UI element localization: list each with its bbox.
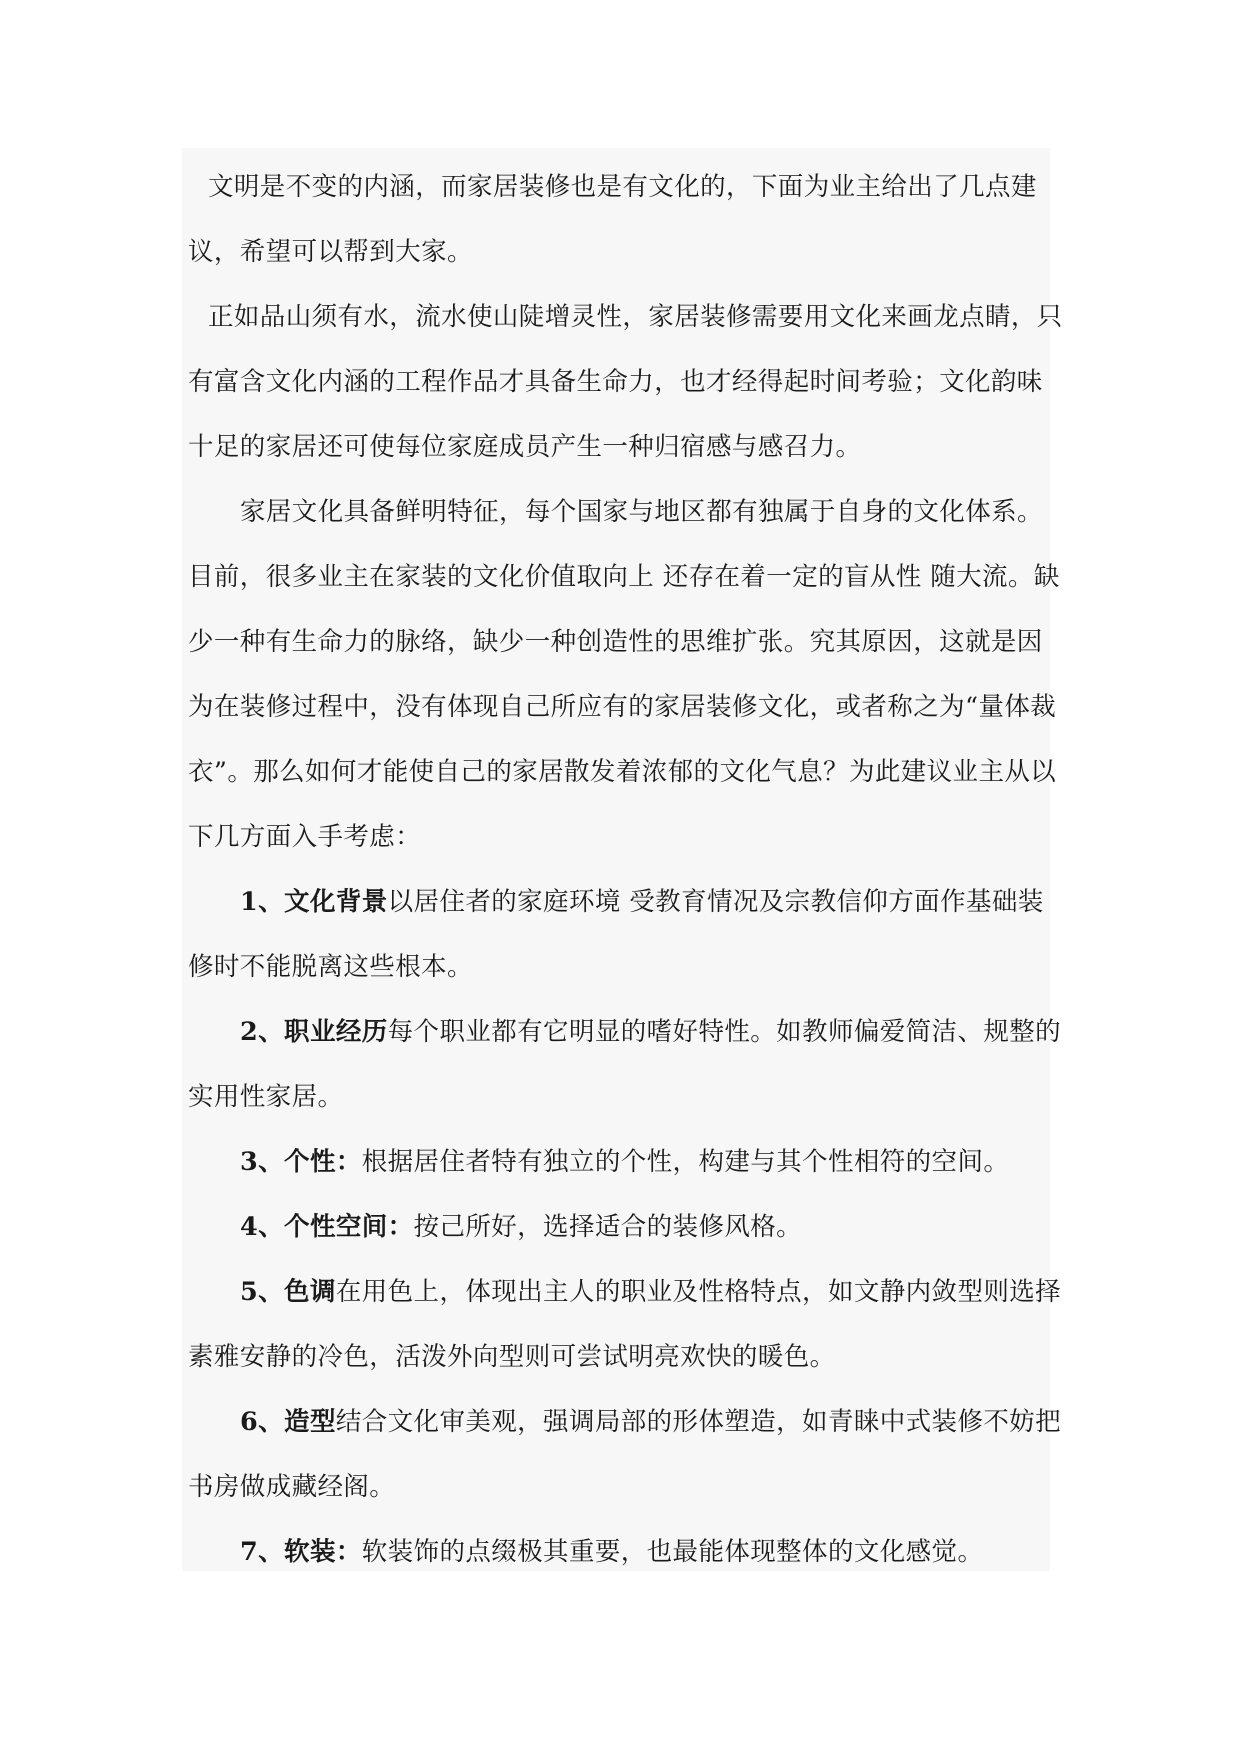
item-text: 以居住者的家庭环境 受教育情况及宗教信仰方面作基础装修时不能脱离这些根本。 bbox=[188, 887, 1044, 982]
list-item-color-tone bbox=[188, 1260, 1068, 1390]
list-item-career bbox=[188, 1000, 1068, 1130]
item-heading: 1、文化背景 bbox=[240, 887, 388, 917]
list-item-shape bbox=[188, 1390, 1068, 1520]
list-item-personality bbox=[188, 1130, 1068, 1195]
item-heading: 2、职业经历 bbox=[240, 1017, 388, 1047]
item-text: 按己所好，选择适合的装修风格。 bbox=[413, 1212, 803, 1242]
item-heading: 6、造型 bbox=[240, 1407, 336, 1437]
item-heading: 5、色调 bbox=[240, 1277, 336, 1307]
paragraph-culture-importance: 正如品山须有水，流水使山陡增灵性，家居装修需要用文化来画龙点睛，只有富含文化内涵的工程作品才具备生命力，也才经得起时间考验；文化韵味十足的家居还可使每位家庭成员产生一种归宿感与感召力。 bbox=[188, 302, 1063, 462]
list-item-cultural-background bbox=[188, 870, 1068, 1000]
item-text: 结合文化审美观，强调局部的形体塑造，如青睐中式装修不妨把书房做成藏经阁。 bbox=[188, 1407, 1062, 1502]
paragraph-intro: 文明是不变的内涵，而家居装修也是有文化的，下面为业主给出了几点建议，希望可以帮到大家。 bbox=[188, 172, 1037, 267]
item-heading: 7、软装： bbox=[240, 1537, 362, 1567]
item-heading: 4、个性空间： bbox=[240, 1212, 414, 1242]
item-text: 每个职业都有它明显的嗜好特性。如教师偏爱简洁、规整的实用性家居。 bbox=[188, 1017, 1062, 1112]
item-heading: 3、个性： bbox=[240, 1147, 362, 1177]
item-text: 软装饰的点缀极其重要，也最能体现整体的文化感觉。 bbox=[361, 1537, 984, 1567]
item-text: 在用色上，体现出主人的职业及性格特点，如文静内敛型则选择素雅安静的冷色，活泼外向型则可尝试明亮欢快的暖色。 bbox=[188, 1277, 1062, 1372]
article-body bbox=[188, 155, 1068, 1585]
list-item-soft-furnishing bbox=[188, 1520, 1068, 1585]
paragraph-home-culture: 家居文化具备鲜明特征，每个国家与地区都有独属于自身的文化体系。目前，很多业主在家装的文化价值取向上 还存在着一定的盲从性 随大流。缺少一种有生命力的脉络，缺少一种创造性的思维扩张。究其原因，这就是因为在装修过程中，没有体现自己所应有的家居装修文化，或者称之为“量体裁衣”。那么如何才能使自己的家居散发着浓郁的文化气息？为此建议业主从以下几方面入手考虑： bbox=[188, 497, 1060, 852]
item-text: 根据居住者特有独立的个性，构建与其个性相符的空间。 bbox=[361, 1147, 1010, 1177]
list-item-personal-space bbox=[188, 1195, 1068, 1260]
